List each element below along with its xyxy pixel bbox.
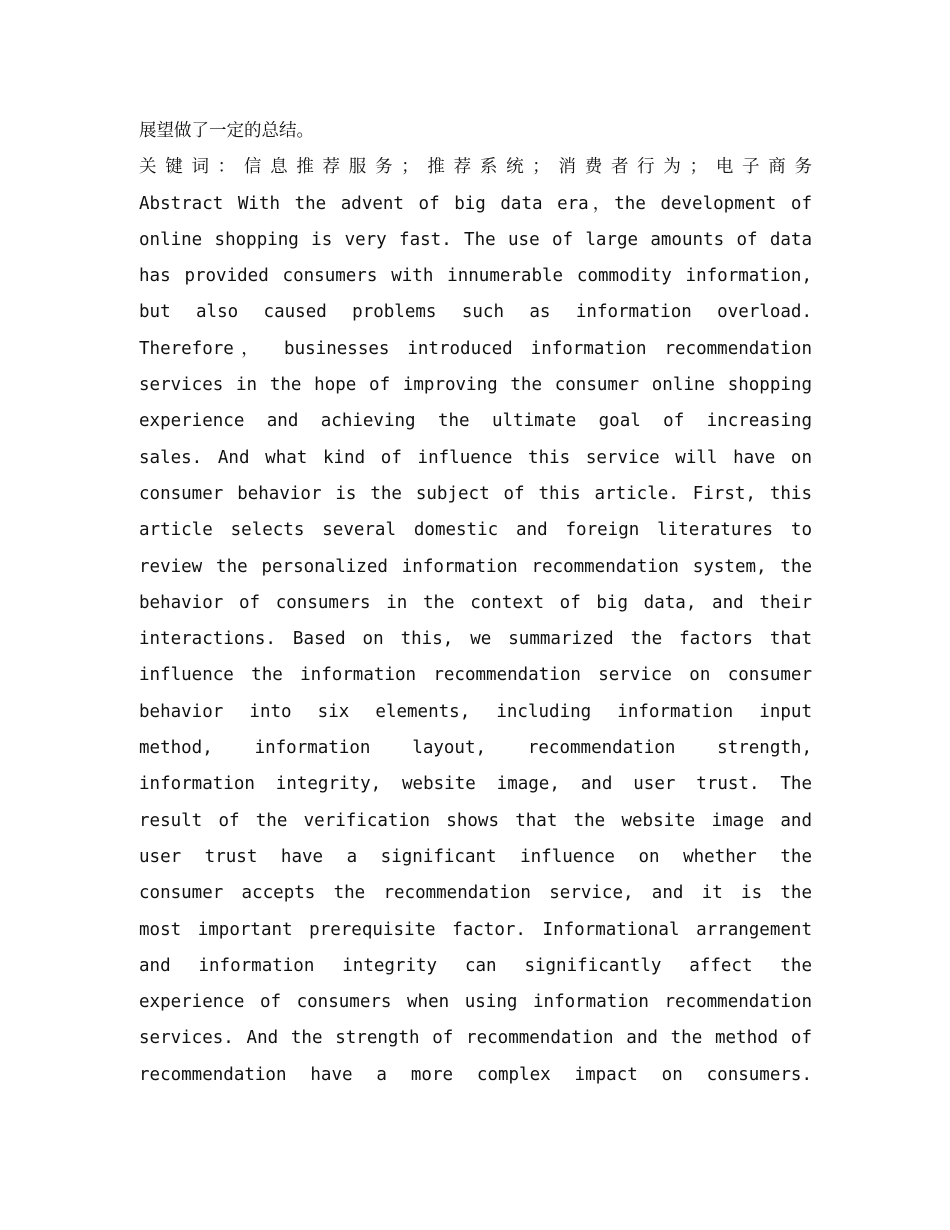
- abstract-line: online shopping is very fast. The use of large amounts of data: [139, 229, 812, 250]
- abstract-line: user trust have a significant influence on whether the: [139, 846, 812, 867]
- abstract-line: behavior of consumers in the context of big data, and their: [139, 592, 812, 613]
- abstract-line: services. And the strength of recommendation and the method of: [139, 1028, 812, 1049]
- keywords-line: 关键词：信息推荐服务；推荐系统；消费者行为；电子商务: [139, 157, 812, 178]
- abstract-line: influence the information recommendation service on consumer: [139, 665, 812, 686]
- abstract-line: experience of consumers when using information recommendation: [139, 992, 812, 1013]
- abstract-line: Abstract With the advent of big data era，the development of: [139, 193, 812, 214]
- abstract-line: behavior into six elements, including information input: [139, 701, 812, 722]
- abstract-line: interactions. Based on this, we summarized the factors that: [139, 629, 812, 650]
- abstract-line: and information integrity can significantly affect the: [139, 955, 812, 976]
- document-body: [139, 113, 812, 1093]
- abstract-line: consumer behavior is the subject of this article. First, this: [139, 483, 812, 504]
- abstract-line: Therefore， businesses introduced information recommendation: [139, 338, 812, 359]
- abstract-line: consumer accepts the recommendation service, and it is the: [139, 883, 812, 904]
- abstract-line: review the personalized information recommendation system, the: [139, 556, 812, 577]
- abstract-line: has provided consumers with innumerable commodity information,: [139, 266, 812, 287]
- summary-tail-line: 展望做了一定的总结。: [139, 121, 314, 141]
- abstract-line: most important prerequisite factor. Informational arrangement: [139, 919, 812, 940]
- abstract-line: information integrity, website image, and user trust. The: [139, 774, 812, 795]
- abstract-line: but also caused problems such as information overload.: [139, 302, 812, 323]
- abstract-line: result of the verification shows that the website image and: [139, 810, 812, 831]
- abstract-line: method, information layout, recommendation strength,: [139, 738, 812, 759]
- abstract-line: sales. And what kind of influence this service will have on: [139, 447, 812, 468]
- abstract-line: article selects several domestic and foreign literatures to: [139, 520, 812, 541]
- abstract-line: experience and achieving the ultimate goal of increasing: [139, 411, 812, 432]
- abstract-line: services in the hope of improving the consumer online shopping: [139, 375, 812, 396]
- abstract-line: recommendation have a more complex impact on consumers.: [139, 1064, 812, 1085]
